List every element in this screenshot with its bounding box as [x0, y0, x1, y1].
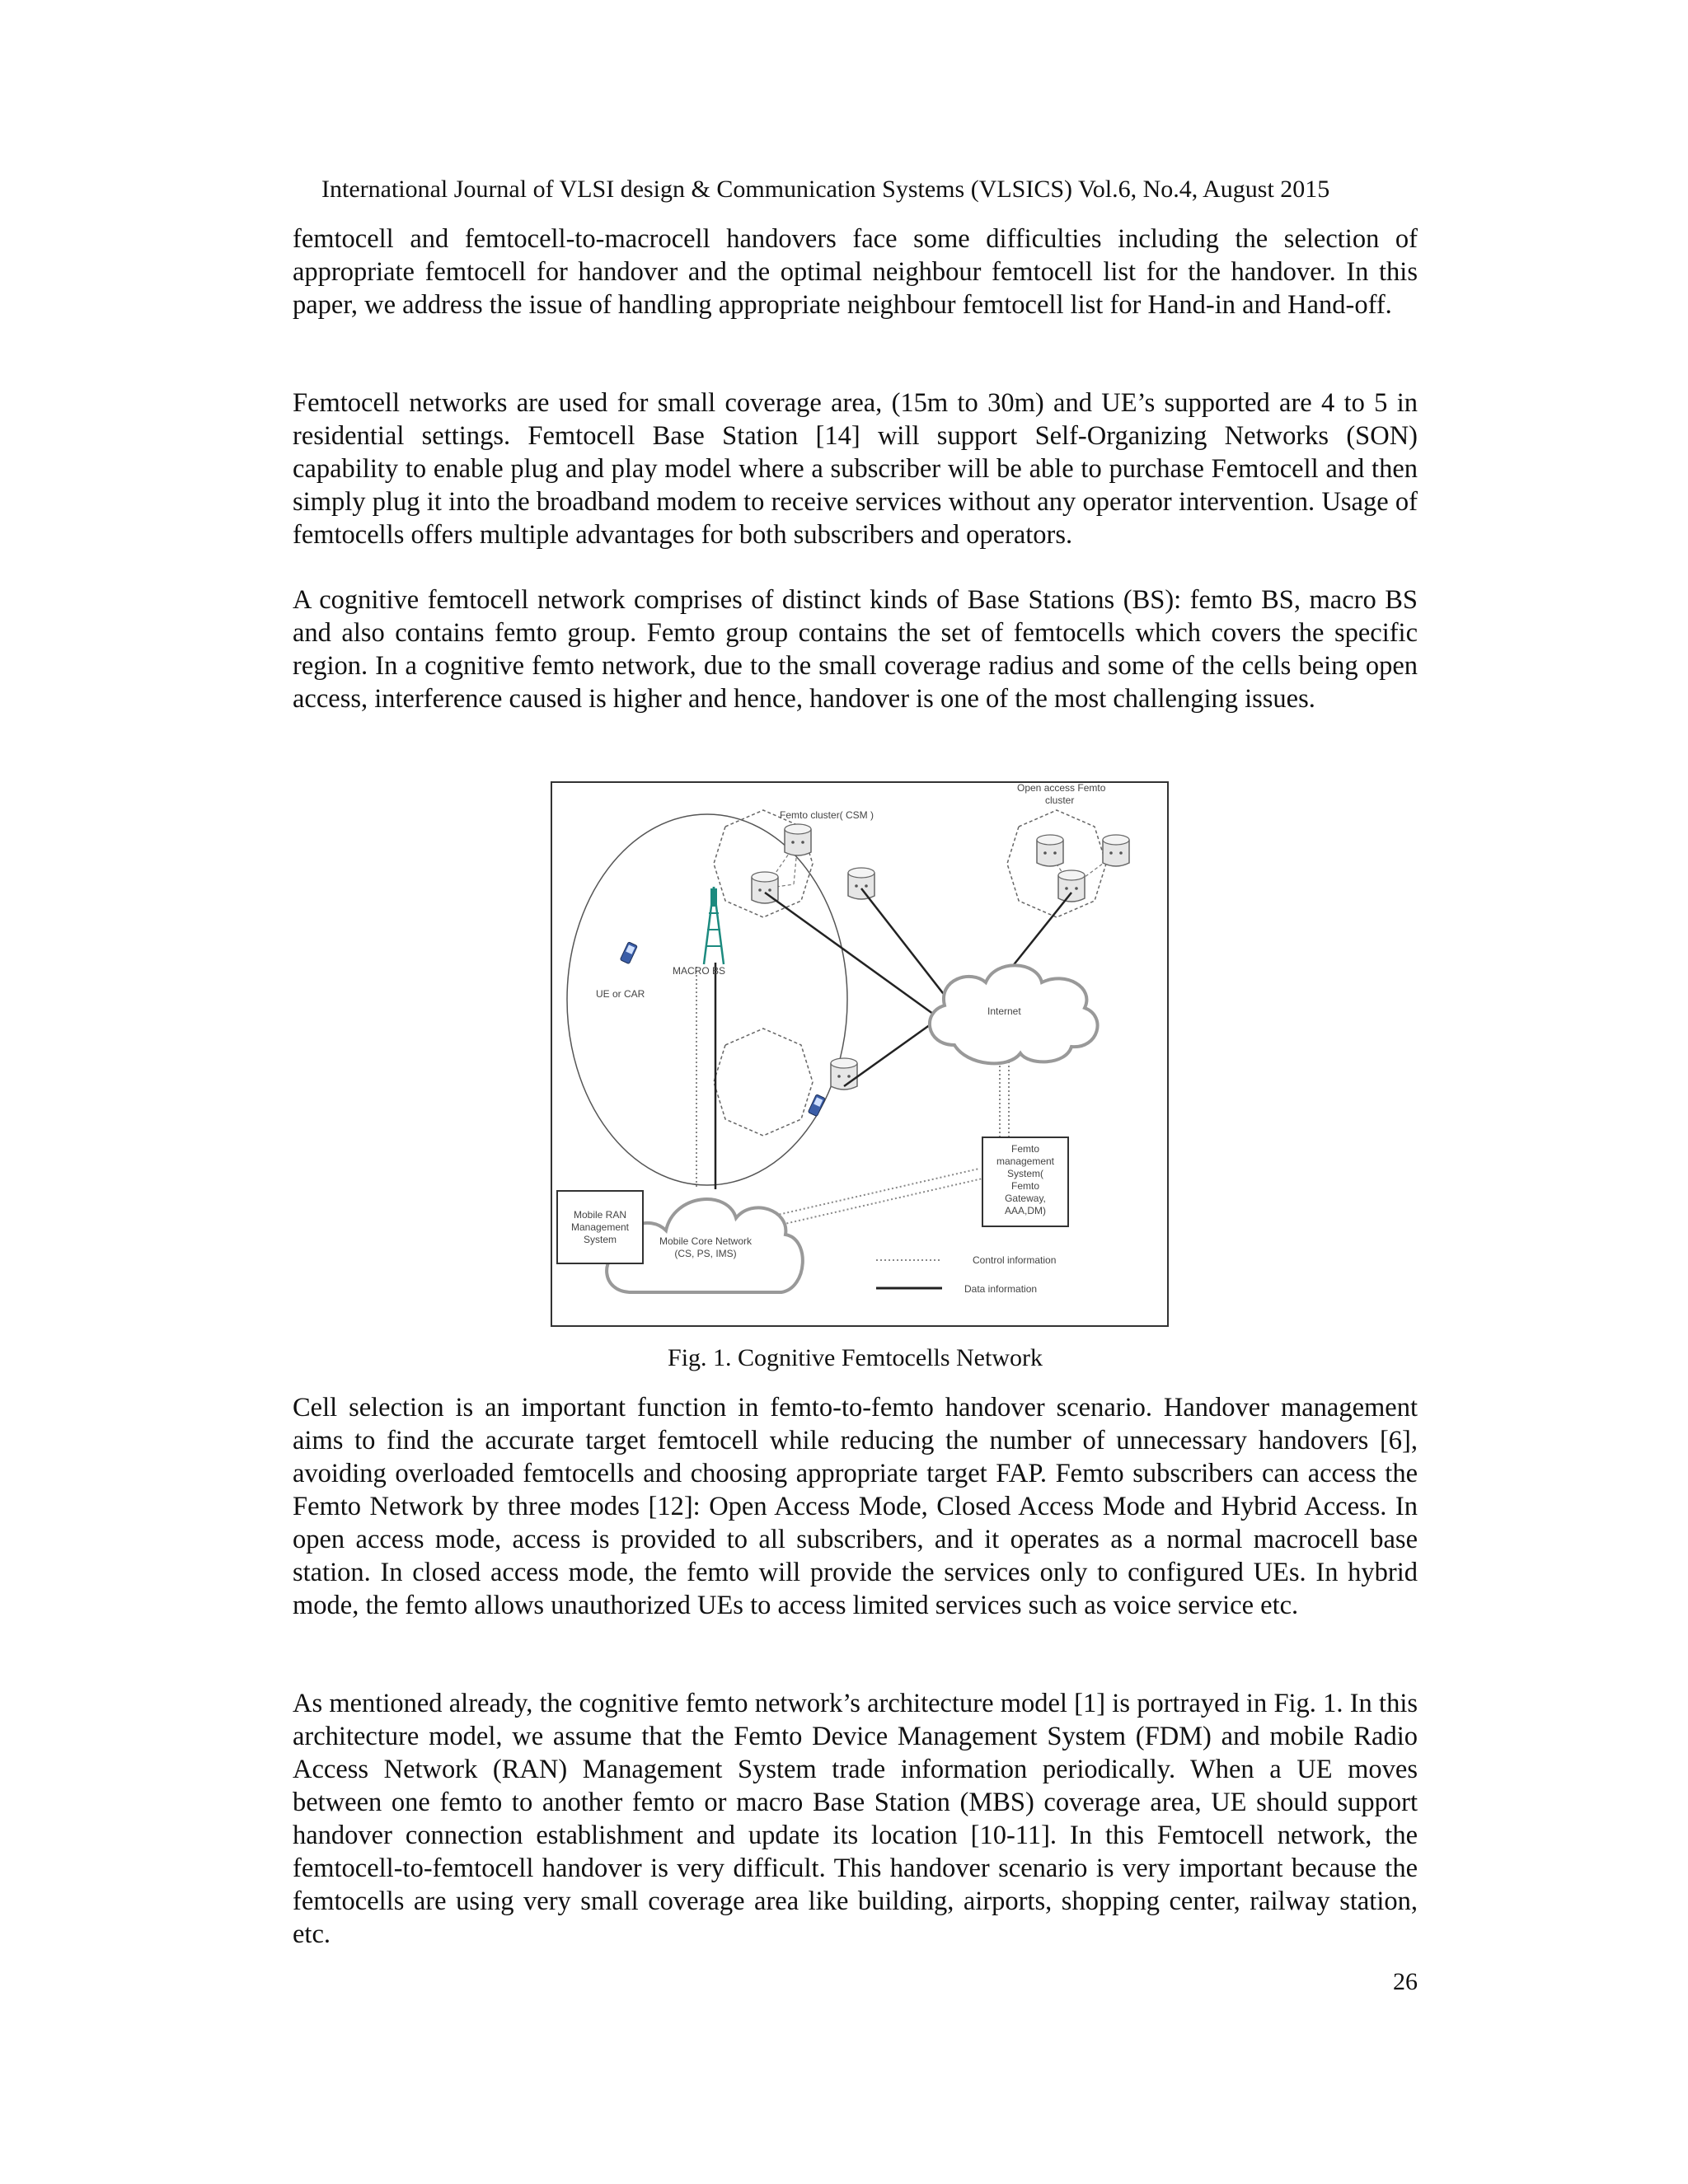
label-ue-or-car: UE or CAR — [596, 988, 645, 1000]
running-header: International Journal of VLSI design & Communication Systems (VLSICS) Vol.6, No.4, August 2015 — [321, 176, 1330, 203]
label-fms-4: Femto — [1010, 1180, 1040, 1192]
paragraph-4: Cell selection is an important function in femto-to-femto handover scenario. Handover management aims to find the accurate target femtocell while reducing the number of unnecessary handovers [6], avoiding overloaded femtocells and choosing appropriate target FAP. Femto subscribers can access the Femto Network by three modes [12]: Open Access Mode, Closed Access Mode and Hybrid Access. In open access mode, access is provided to all subscribers, and it operates as a normal macrocell base station. In closed access mode, the femto will provide the services only to configured UEs. In hybrid mode, the femto allows unauthorized UEs to access limited services such as voice service etc. — [293, 1393, 1418, 1620]
paragraph-1: femtocell and femtocell-to-macrocell handovers face some difficulties including the selection of appropriate femtocell for handover and the optimal neighbour femtocell list for the handover. In this paper, we address the issue of handling appropriate neighbour femtocell list for Hand-in and Hand-off. — [293, 224, 1418, 320]
paragraph-5: As mentioned already, the cognitive femto network’s architecture model [1] is portrayed in Fig. 1. In this architecture model, we assume that the Femto Device Management System (FDM) and mobile Radio Access Network (RAN) Management System trade information periodically. When a UE moves between one femto to another femto or macro Base Station (MBS) coverage area, UE should support handover connection establishment and update its location [10-11]. In this Femtocell network, the femtocell-to-femtocell handover is very difficult. This handover scenario is very important because the femtocells are using very small coverage area like building, airports, shopping center, railway station, etc. — [293, 1689, 1418, 1949]
femto-ap-icon — [848, 868, 874, 899]
label-open-access-2: cluster — [1045, 794, 1075, 806]
label-core-2: (CS, PS, IMS) — [674, 1248, 737, 1259]
label-femto-cluster: Femto cluster( CSM ) — [780, 809, 874, 821]
femto-ap-icon — [1058, 870, 1085, 902]
label-fms-5: Gateway, — [1005, 1193, 1046, 1204]
label-ran-3: System — [583, 1234, 617, 1245]
label-internet: Internet — [987, 1005, 1021, 1017]
page-number: 26 — [1393, 1968, 1418, 1995]
label-fms-3: System( — [1006, 1168, 1044, 1179]
label-core-1: Mobile Core Network — [659, 1235, 753, 1247]
figure-1 — [551, 781, 1169, 1327]
legend-data-label: Data information — [964, 1283, 1038, 1295]
label-fms-1: Femto — [1010, 1143, 1040, 1155]
label-ran-1: Mobile RAN — [573, 1209, 627, 1221]
femto-ap-icon — [785, 824, 811, 855]
paragraph-3: A cognitive femtocell network comprises of distinct kinds of Base Stations (BS): femto BS, macro BS and also contains femto group. Femto group contains the set of femtocells which covers the specific region. In a cognitive femto network, due to the small coverage radius and some of the cells being open access, interference caused is higher and hence, handover is one of the most challenging issues. — [293, 585, 1418, 714]
network-diagram — [551, 781, 1169, 1327]
label-macro-bs: MACRO BS — [673, 965, 726, 977]
femto-ap-icon — [831, 1058, 857, 1090]
label-open-access: Open access Femto — [1017, 782, 1106, 794]
label-ran-2: Management — [570, 1221, 630, 1233]
figure-caption: Fig. 1. Cognitive Femtocells Network — [668, 1344, 1043, 1371]
legend-control-label: Control information — [973, 1254, 1057, 1266]
label-fms-6: AAA,DM) — [1004, 1205, 1047, 1216]
femto-ap-icon — [1103, 835, 1129, 866]
paragraph-2: Femtocell networks are used for small coverage area, (15m to 30m) and UE’s supported are 4 to 5 in residential settings. Femtocell Base Station [14] will support Self-Organizing Networks (SON) capability to enable plug and play model where a subscriber will be able to purchase Femtocell and then simply plug it into the broadband modem to receive services without any operator intervention. Usage of femtocells offers multiple advantages for both subscribers and operators. — [293, 388, 1418, 550]
femto-ap-icon — [1037, 835, 1063, 866]
label-fms-2: management — [996, 1155, 1055, 1167]
